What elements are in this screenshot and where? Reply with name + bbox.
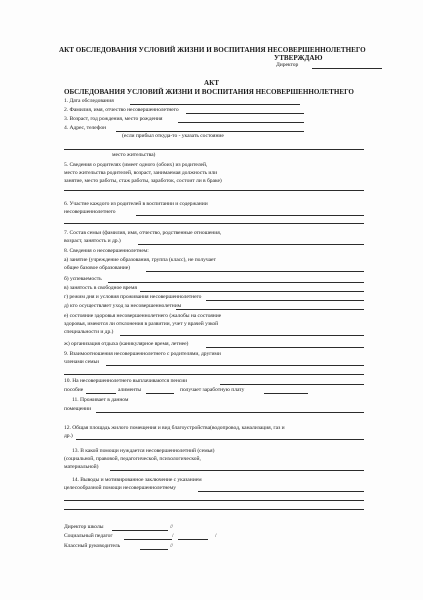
item-5-line-3: занятие, место работы, стаж работы, заработок, состоит ли в браке) (64, 178, 222, 184)
item-4-field-2 (64, 149, 364, 150)
item-2-field (186, 113, 304, 114)
item-8a-line-2: общее базовое образование) (64, 265, 130, 271)
item-10-line-1: 10. На несовершеннолетнего выплачиваются пенсии (64, 378, 188, 384)
item-13-line-3: материальной) (64, 464, 99, 470)
item-10-pension-field (220, 384, 364, 385)
signature-director-sep: // (170, 524, 174, 530)
item-3-field (178, 122, 304, 123)
item-9-line-1: 9. Взаимоотношения несовершеннолетнего с родителями, другими (64, 351, 221, 357)
item-8d-label: г) режим дня и условия проживания несовершеннолетнего (64, 294, 202, 300)
item-4-sublabel: место жительства) (112, 152, 156, 158)
item-13-line-2: (социальной, правовой, педагогической, психологической, (64, 456, 201, 462)
item-7-field (138, 244, 364, 245)
item-14-line-2: целесообразной помощи несовершеннолетнему (64, 485, 176, 491)
signature-social-sep-2: / (215, 533, 217, 539)
item-14-line-1: 14. Выводы и мотивированное заключение с указанием (72, 477, 202, 483)
item-11-field (96, 412, 364, 413)
item-8b-field (108, 282, 364, 283)
item-7-line-2: возраст, занятость и др.) (64, 238, 121, 244)
item-14-field-2 (64, 500, 364, 501)
signature-director-label: Директор школы (64, 524, 104, 530)
item-8d-field (206, 300, 364, 301)
item-10-salary-field (264, 393, 308, 394)
item-8f-line-3: специальности и др.) (64, 329, 114, 335)
item-13-line-1: 13. В какой помощи нуждается несовершеннолетний (семья) (72, 448, 215, 454)
item-8f-line-1: е) состояние здоровья несовершеннолетнего (жалобы на состояние (64, 313, 222, 319)
item-8g-label: ж) организация отдыха (каникулярное время, летнее) (64, 341, 189, 347)
item-10-benefit-label: пособие (64, 387, 84, 393)
item-5-field (64, 190, 364, 191)
item-7-line-1: 7. Состав семьи (фамилия, имя, отчество, родственные отношения, (64, 230, 222, 236)
item-4-field (116, 131, 304, 132)
signature-class-label: Классный руководитель (64, 543, 121, 549)
item-8a-field (146, 271, 364, 272)
item-8g-field (206, 347, 364, 348)
item-14-field (198, 491, 364, 492)
signature-director-line (112, 530, 168, 531)
item-3-label: 3. Возраст, год рождения, место рождения (64, 116, 163, 122)
item-10-alimony-field (146, 393, 174, 394)
item-8c-field (140, 291, 364, 292)
director-signature-line (312, 68, 382, 69)
item-12-field (76, 439, 364, 440)
item-6-line-1: 6. Участие каждого из родителей в воспитании и содержании (64, 201, 208, 207)
item-14-field-3 (64, 509, 364, 510)
item-11-line-1: 11. Проживает в данном (72, 397, 129, 403)
doc-title: АКТ (204, 79, 219, 87)
doc-subtitle: ОБСЛЕДОВАНИЯ УСЛОВИЙ ЖИЗНИ И ВОСПИТАНИЯ НЕСОВЕРШЕННОЛЕТНЕГО (64, 88, 354, 96)
item-8f-line-2: здоровья, имеются ли отклонения в развитии, учет у врачей узкой (64, 321, 219, 327)
item-8-label: 8. Сведения о несовершеннолетнем: (64, 248, 149, 254)
item-8a-line-1: а) занятие (учреждение образования, группа (класс), не получает (64, 257, 216, 263)
item-6-field (136, 215, 364, 216)
item-8f-field (120, 335, 364, 336)
item-4-note: (если прибыл откуда-то - указать состояние (122, 133, 224, 139)
item-12-line-2: др.) (64, 433, 73, 439)
signature-social-sep: / (172, 533, 174, 539)
item-9-line-2: членами семьи (64, 359, 99, 365)
approval-label: УТВЕРЖДАЮ (274, 54, 323, 62)
doc-title-top: АКТ ОБСЛЕДОВАНИЯ УСЛОВИЙ ЖИЗНИ И ВОСПИТАНИЯ НЕСОВЕРШЕННОЛЕТНЕГО (59, 46, 366, 54)
signature-class-sep: // (170, 543, 174, 549)
item-11-line-2: помещении (64, 406, 92, 412)
item-8b-label: б) успеваемость (64, 276, 102, 282)
item-10-benefit-field (86, 393, 116, 394)
item-2-label: 2. Фамилия, имя, отчество несовершеннолетнего (64, 107, 179, 113)
signature-class-line (140, 549, 168, 550)
item-6-field-2 (64, 223, 364, 224)
item-1-label: 1. Дата обследования (64, 98, 114, 104)
item-5-line-1: 5. Сведения о родителях (имеет одного (обоих) из родителей, (64, 162, 208, 168)
item-1-field (130, 104, 300, 105)
item-10-alimony-label: алименты (118, 387, 142, 393)
item-8c-label: в) занятость в свободное время (64, 285, 137, 291)
item-4-label: 4. Адрес, телефон (64, 125, 107, 131)
item-9-field (106, 365, 364, 366)
item-12-line-1: 12. Общая площадь жилого помещения и вид благоустройства(водопровод, канализация, газ и (64, 425, 285, 431)
item-6-line-2: несовершеннолетнего (64, 209, 116, 215)
signature-social-name-line (178, 539, 208, 540)
director-label: Директор (276, 62, 299, 68)
signature-social-label: Социальный педагог (64, 533, 113, 539)
item-13-field (110, 470, 364, 471)
item-10-salary-label: получает заработную плату (180, 387, 245, 393)
item-9-field-2 (64, 374, 364, 375)
signature-social-line (124, 539, 172, 540)
item-8e-field (176, 309, 364, 310)
item-5-line-2: место жительства родителей, возраст, занимаемая должность или (64, 170, 218, 176)
item-8e-label: д) кто осуществляет уход за несовершеннолетним (64, 303, 182, 309)
